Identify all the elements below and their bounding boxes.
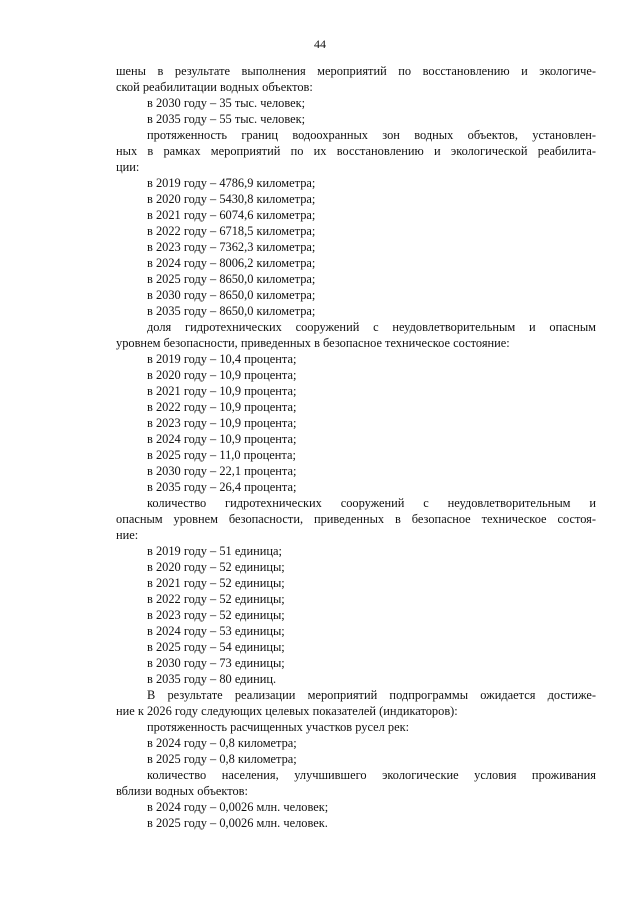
text-line: в 2022 году – 52 единицы; bbox=[147, 592, 285, 606]
text-line: в 2024 году – 53 единицы; bbox=[147, 624, 285, 638]
text-line: в 2020 году – 10,9 процента; bbox=[147, 368, 297, 382]
text-line: в 2021 году – 6074,6 километра; bbox=[147, 208, 316, 222]
text-line: в 2035 году – 26,4 процента; bbox=[147, 480, 297, 494]
text-line: в 2021 году – 10,9 процента; bbox=[147, 384, 297, 398]
text-line: в 2022 году – 10,9 процента; bbox=[147, 400, 297, 414]
text-line: в 2025 году – 54 единицы; bbox=[147, 640, 285, 654]
text-line: протяженность границ водоохранных зон водных объектов, установлен- bbox=[147, 128, 596, 142]
text-line: опасным уровнем безопасности, приведенных в безопасное техническое состоя- bbox=[116, 512, 596, 526]
text-line: ской реабилитации водных объектов: bbox=[116, 80, 313, 94]
text-line: ных в рамках мероприятий по их восстановлению и экологической реабилита- bbox=[116, 144, 596, 158]
text-line: в 2030 году – 35 тыс. человек; bbox=[147, 96, 306, 110]
text-line: ции: bbox=[116, 160, 140, 174]
text-line: в 2020 году – 5430,8 километра; bbox=[147, 192, 316, 206]
text-line: уровнем безопасности, приведенных в безопасное техническое состояние: bbox=[116, 336, 510, 350]
text-line: шены в результате выполнения мероприятий по восстановлению и экологиче- bbox=[116, 64, 596, 78]
text-line: в 2024 году – 8006,2 километра; bbox=[147, 256, 316, 270]
text-line: В результате реализации мероприятий подпрограммы ожидается достиже- bbox=[147, 688, 596, 702]
text-line: в 2023 году – 52 единицы; bbox=[147, 608, 285, 622]
text-line: ние: bbox=[116, 528, 139, 542]
text-line: в 2035 году – 8650,0 километра; bbox=[147, 304, 316, 318]
text-line: в 2019 году – 51 единица; bbox=[147, 544, 282, 558]
text-line: в 2025 году – 0,0026 млн. человек. bbox=[147, 816, 328, 830]
text-line: в 2019 году – 4786,9 километра; bbox=[147, 176, 316, 190]
text-line: в 2035 году – 55 тыс. человек; bbox=[147, 112, 306, 126]
text-line: вблизи водных объектов: bbox=[116, 784, 248, 798]
text-line: в 2030 году – 8650,0 километра; bbox=[147, 288, 316, 302]
text-line: в 2023 году – 10,9 процента; bbox=[147, 416, 297, 430]
text-line: в 2030 году – 73 единицы; bbox=[147, 656, 285, 670]
text-line: протяженность расчищенных участков русел рек: bbox=[147, 720, 410, 734]
page-number: 44 bbox=[314, 37, 326, 51]
text-line: ние к 2026 году следующих целевых показателей (индикаторов): bbox=[116, 704, 458, 718]
text-line: в 2023 году – 7362,3 километра; bbox=[147, 240, 316, 254]
text-line: в 2024 году – 0,0026 млн. человек; bbox=[147, 800, 329, 814]
text-line: в 2021 году – 52 единицы; bbox=[147, 576, 285, 590]
text-line: в 2020 году – 52 единицы; bbox=[147, 560, 285, 574]
text-line: в 2025 году – 11,0 процента; bbox=[147, 448, 296, 462]
text-line: в 2024 году – 0,8 километра; bbox=[147, 736, 297, 750]
text-line: количество гидротехнических сооружений с неудовлетворительным и bbox=[147, 496, 596, 510]
text-line: в 2024 году – 10,9 процента; bbox=[147, 432, 297, 446]
text-line: в 2022 году – 6718,5 километра; bbox=[147, 224, 316, 238]
text-line: в 2025 году – 0,8 километра; bbox=[147, 752, 297, 766]
text-line: в 2019 году – 10,4 процента; bbox=[147, 352, 297, 366]
text-line: количество населения, улучшившего экологические условия проживания bbox=[147, 768, 596, 782]
text-line: доля гидротехнических сооружений с неудовлетворительным и опасным bbox=[147, 320, 596, 334]
text-line: в 2030 году – 22,1 процента; bbox=[147, 464, 297, 478]
text-line: в 2025 году – 8650,0 километра; bbox=[147, 272, 316, 286]
text-line: в 2035 году – 80 единиц. bbox=[147, 672, 277, 686]
document-body bbox=[116, 63, 596, 831]
